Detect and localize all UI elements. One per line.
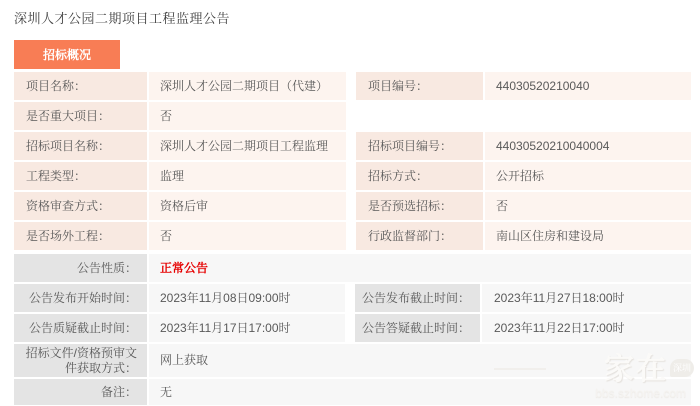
table-row <box>14 379 691 405</box>
publish-start-label: 公告发布开始时间： <box>14 284 147 312</box>
project-type-label: 工程类型： <box>14 162 147 190</box>
answer-deadline-label: 公告答疑截止时间： <box>355 314 480 342</box>
tender-info-table <box>14 72 691 406</box>
publish-start-value: 2023年11月08日09:00时 <box>149 284 345 312</box>
project-code-value: 44030520210040 <box>485 72 691 100</box>
tab-tender-overview[interactable] <box>14 40 120 69</box>
doc-obtain-value: 网上获取 <box>149 344 691 377</box>
tender-project-name-value: 深圳人才公园二期项目工程监理 <box>149 132 346 160</box>
supervising-department-label: 行政监督部门： <box>356 222 483 250</box>
tender-method-value: 公开招标 <box>485 162 691 190</box>
table-row <box>14 162 691 190</box>
tender-project-code-value: 44030520210040004 <box>485 132 691 160</box>
table-row <box>14 102 691 130</box>
remarks-value: 无 <box>149 379 691 405</box>
preselection-value: 否 <box>485 192 691 220</box>
publish-end-label: 公告发布截止时间： <box>355 284 480 312</box>
remarks-label: 备注： <box>14 379 147 405</box>
tender-project-code-label: 招标项目编号： <box>356 132 483 160</box>
tender-method-label: 招标方式： <box>356 162 483 190</box>
table-row <box>14 314 691 342</box>
table-row <box>14 344 691 377</box>
offsite-project-value: 否 <box>149 222 346 250</box>
table-row <box>14 254 691 282</box>
major-project-value: 否 <box>149 102 346 130</box>
project-name-value: 深圳人才公园二期项目（代建） <box>149 72 346 100</box>
page-title: 深圳人才公园二期项目工程监理公告 <box>14 11 231 26</box>
project-name-label: 项目名称： <box>14 72 147 100</box>
watermark-city-badge: 深圳 <box>670 359 694 377</box>
publish-end-value: 2023年11月27日18:00时 <box>482 284 691 312</box>
preselection-label: 是否预选招标： <box>356 192 483 220</box>
table-row <box>14 192 691 220</box>
project-code-label: 项目编号： <box>356 72 483 100</box>
major-project-label: 是否重大项目： <box>14 102 147 130</box>
notice-nature-label: 公告性质： <box>14 254 147 282</box>
qualification-review-value: 资格后审 <box>149 192 346 220</box>
table-row <box>14 222 691 250</box>
question-deadline-label: 公告质疑截止时间： <box>14 314 147 342</box>
tender-project-name-label: 招标项目名称： <box>14 132 147 160</box>
watermark-url-text: bbs.szhome.com <box>595 386 686 400</box>
notice-nature-value <box>149 254 691 282</box>
answer-deadline-value: 2023年11月22日17:00时 <box>482 314 691 342</box>
table-row <box>14 72 691 100</box>
project-type-value: 监理 <box>149 162 346 190</box>
question-deadline-value: 2023年11月17日17:00时 <box>149 314 345 342</box>
offsite-project-label: 是否场外工程： <box>14 222 147 250</box>
notice-detail-section <box>14 254 691 405</box>
notice-nature-text: 正常公告 <box>160 260 209 275</box>
table-row <box>14 132 691 160</box>
watermark-main-text: 家在 <box>603 353 668 386</box>
tab-tender-overview-label: 招标概况 <box>42 48 91 62</box>
qualification-review-label: 资格审查方式： <box>14 192 147 220</box>
supervising-department-value: 南山区住房和建设局 <box>485 222 691 250</box>
table-row <box>14 284 691 312</box>
doc-obtain-label: 招标文件/资格预审文件获取方式： <box>14 344 147 377</box>
